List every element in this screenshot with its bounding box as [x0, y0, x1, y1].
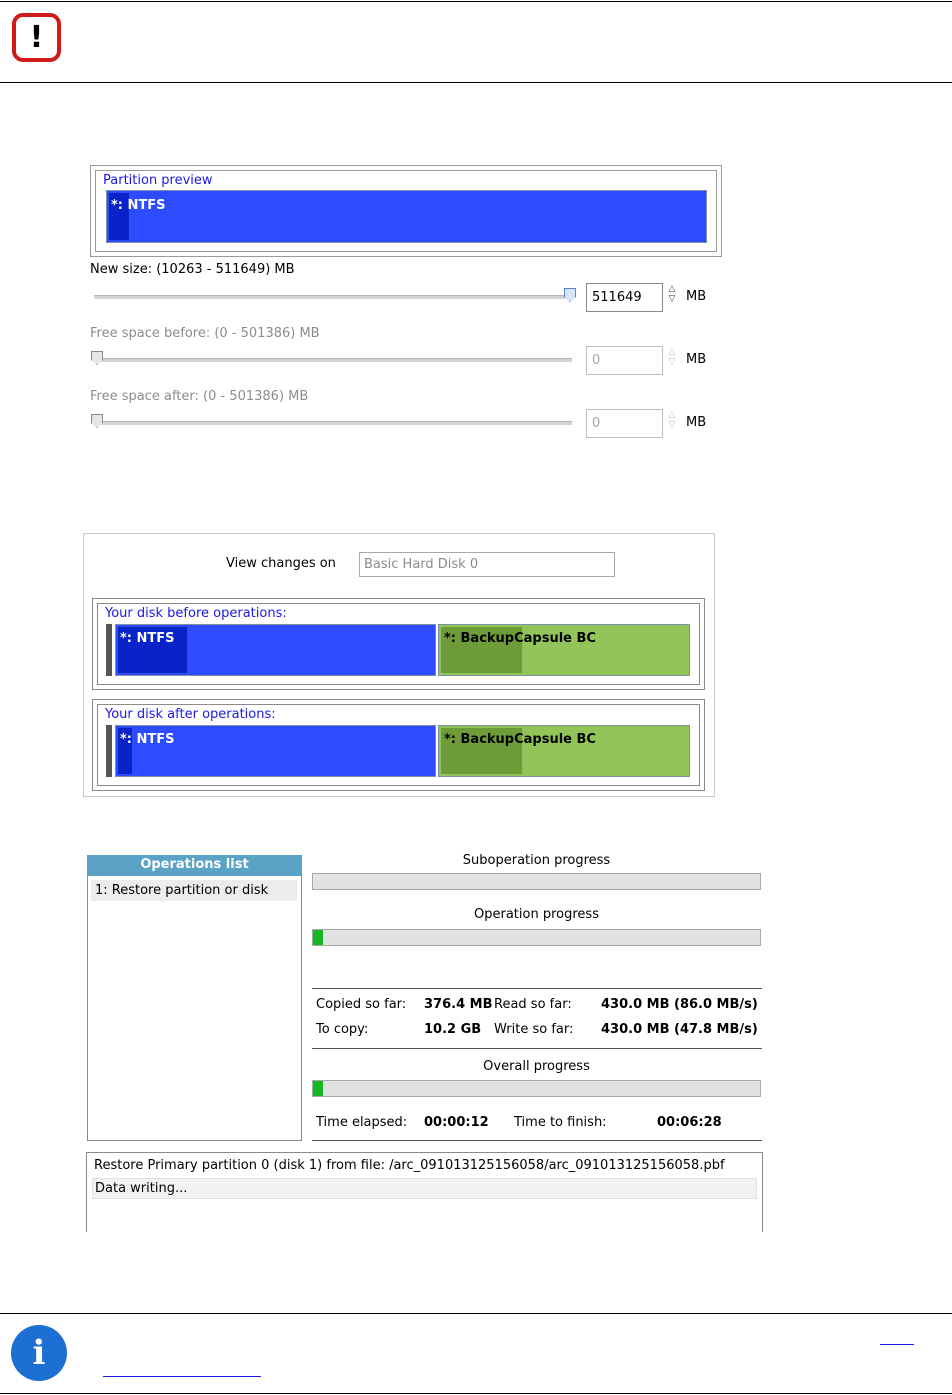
finish-value: 00:06:28: [657, 1115, 722, 1130]
read-label: Read so far:: [494, 997, 572, 1012]
copied-label: Copied so far:: [316, 997, 407, 1012]
disk-before-backupcapsule[interactable]: [438, 624, 690, 676]
disk-before-ntfs[interactable]: [115, 624, 436, 676]
new-size-input[interactable]: 511649: [586, 283, 663, 312]
free-after-slider-thumb[interactable]: [91, 414, 103, 428]
finish-label: Time to finish:: [514, 1115, 607, 1130]
link-fragment[interactable]: [880, 1344, 914, 1345]
overall-progress-bar: [312, 1080, 761, 1097]
disk-after-backupcapsule[interactable]: [438, 725, 690, 777]
operation-label: Operation progress: [474, 907, 599, 922]
free-before-spinner[interactable]: △ ▽: [668, 347, 676, 367]
free-before-input[interactable]: 0: [586, 346, 663, 375]
log-line: Restore Primary partition 0 (disk 1) from file: /arc_091013125156058/arc_091013125156058.pbf: [94, 1158, 725, 1173]
suboperation-progress-bar: [312, 873, 761, 890]
operation-progress-fill: [313, 930, 323, 945]
top-rule: [0, 1, 952, 2]
new-size-label: New size: (10263 - 511649) MB: [90, 262, 295, 277]
elapsed-label: Time elapsed:: [316, 1115, 408, 1130]
divider: [312, 988, 762, 989]
view-changes-label: View changes on: [226, 556, 336, 571]
disk-select[interactable]: Basic Hard Disk 0: [359, 552, 615, 577]
free-after-input[interactable]: 0: [586, 409, 663, 438]
new-size-slider-track[interactable]: [94, 295, 574, 299]
disk-after-ntfs-label: *: NTFS: [120, 732, 175, 747]
free-after-unit: MB: [686, 415, 707, 430]
partition-preview-title: Partition preview: [103, 173, 213, 188]
warning-icon: !: [12, 13, 61, 62]
suboperation-label: Suboperation progress: [462, 853, 611, 868]
copied-value: 376.4 MB: [424, 997, 493, 1012]
free-after-spinner[interactable]: △ ▽: [668, 410, 676, 430]
operations-list-item[interactable]: 1: Restore partition or disk: [91, 880, 297, 901]
write-label: Write so far:: [494, 1022, 574, 1037]
disk-after-title: Your disk after operations:: [105, 707, 276, 722]
disk-after-ntfs[interactable]: [115, 725, 436, 777]
unallocated-marker: [106, 725, 112, 777]
tocopy-value: 10.2 GB: [424, 1022, 482, 1037]
new-size-spinner[interactable]: △ ▽: [668, 284, 676, 304]
disk-before-title: Your disk before operations:: [105, 606, 287, 621]
tocopy-label: To copy:: [316, 1022, 369, 1037]
partition-preview-bar: [106, 190, 707, 243]
read-value: 430.0 MB (86.0 MB/s): [601, 997, 758, 1012]
new-size-slider-thumb[interactable]: [564, 288, 576, 302]
partition-preview-label: *: NTFS: [111, 198, 166, 213]
new-size-unit: MB: [686, 289, 707, 304]
disk-before-bc-label: *: BackupCapsule BC: [444, 631, 596, 646]
write-value: 430.0 MB (47.8 MB/s): [601, 1022, 758, 1037]
free-before-unit: MB: [686, 352, 707, 367]
divider: [312, 1048, 762, 1049]
free-after-label: Free space after: (0 - 501386) MB: [90, 389, 309, 404]
bottom-rule: [0, 1393, 952, 1394]
operations-list-header: Operations list: [87, 855, 302, 876]
overall-label: Overall progress: [483, 1059, 590, 1074]
free-before-label: Free space before: (0 - 501386) MB: [90, 326, 320, 341]
disk-before-ntfs-label: *: NTFS: [120, 631, 175, 646]
unallocated-marker: [106, 624, 112, 676]
divider: [312, 1140, 762, 1141]
free-before-slider-track[interactable]: [94, 358, 572, 362]
elapsed-value: 00:00:12: [424, 1115, 489, 1130]
operation-progress-bar: [312, 929, 761, 946]
link-fragment[interactable]: [103, 1376, 261, 1377]
info-top-rule: [0, 1313, 952, 1314]
overall-progress-fill: [313, 1081, 323, 1096]
disk-after-bc-label: *: BackupCapsule BC: [444, 732, 596, 747]
info-icon: i: [11, 1325, 67, 1381]
warning-bottom-rule: [0, 82, 952, 83]
log-line-selected[interactable]: Data writing...: [92, 1178, 757, 1199]
free-before-slider-thumb[interactable]: [91, 351, 103, 365]
free-after-slider-track[interactable]: [94, 421, 572, 425]
